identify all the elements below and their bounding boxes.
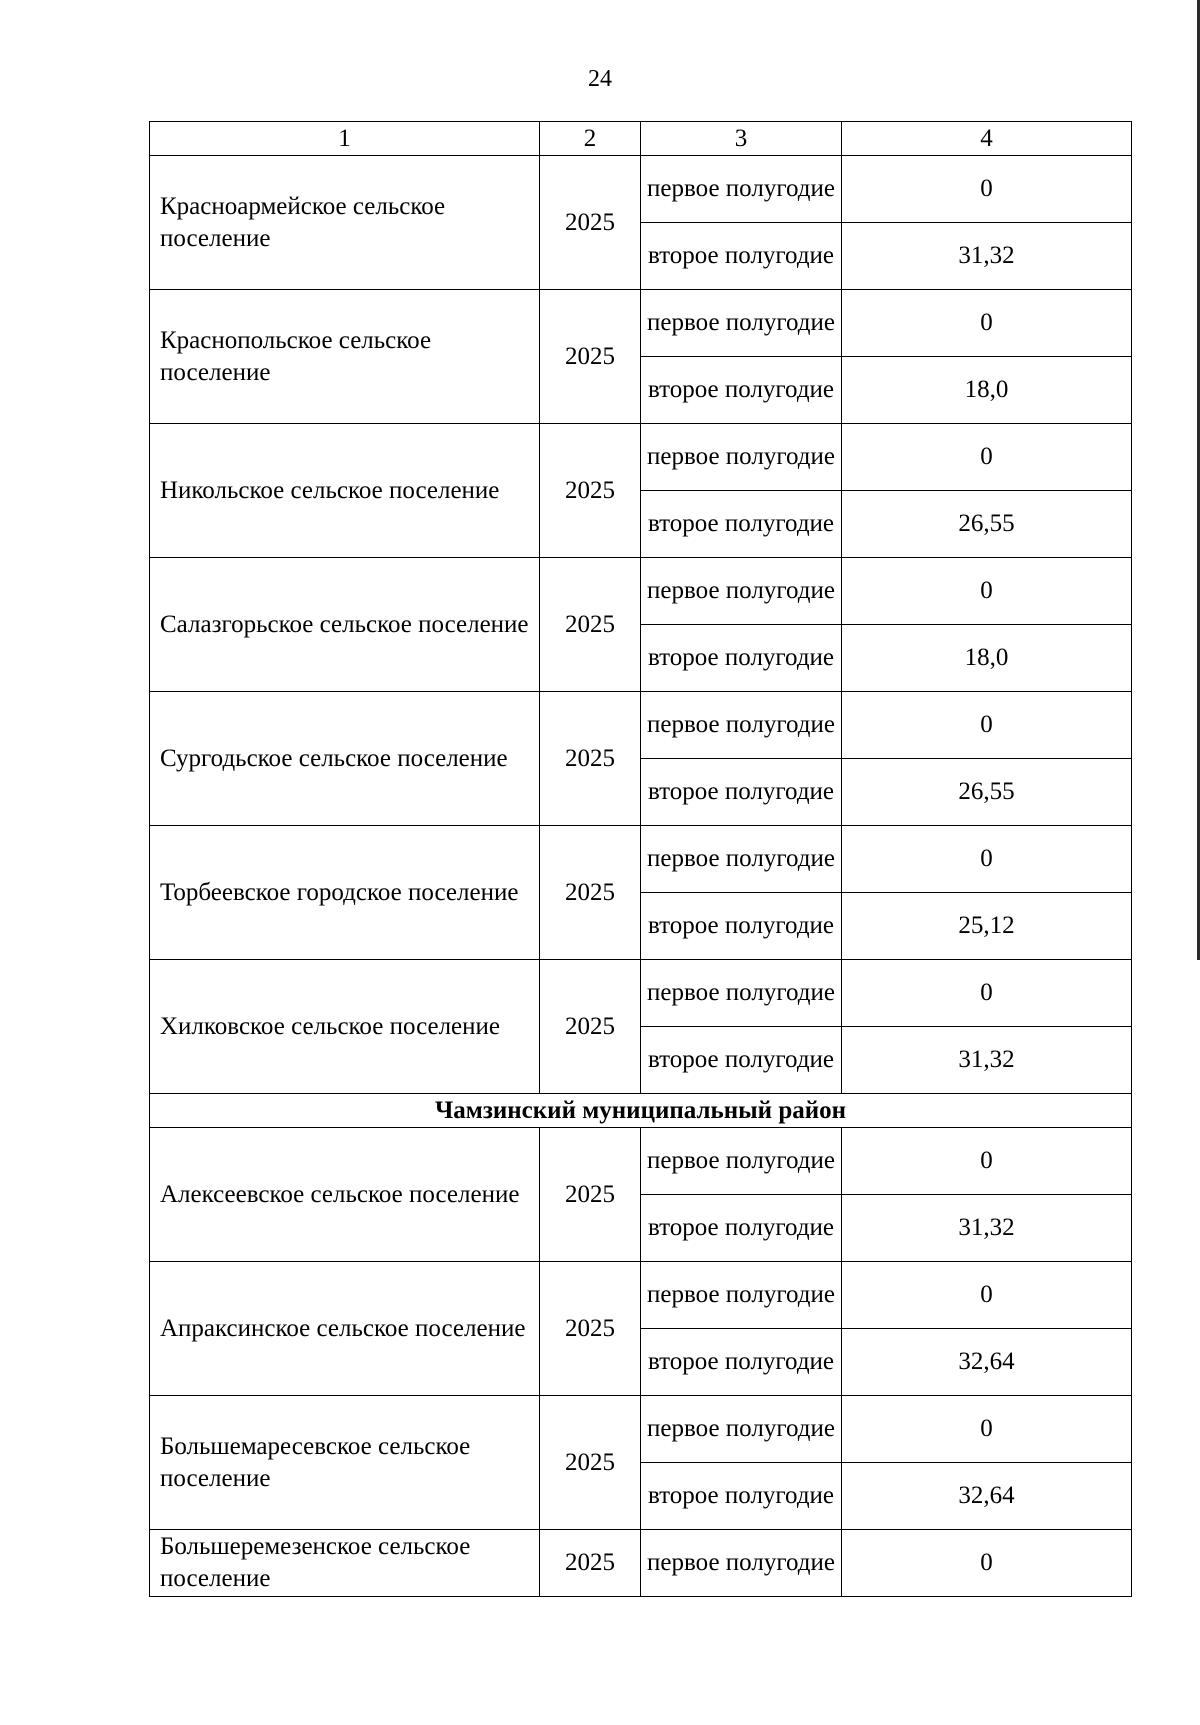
period-cell: второе полугодие — [641, 1463, 842, 1530]
value-cell: 32,64 — [842, 1463, 1132, 1530]
settlement-name-cell — [150, 1396, 540, 1530]
settlement-table-container — [149, 121, 1131, 1597]
table-row — [150, 156, 1132, 223]
settlement-name: Торбеевское городское поселение — [160, 878, 519, 906]
table-row — [150, 290, 1132, 357]
settlement-name-cell — [150, 692, 540, 826]
table-body — [150, 122, 1132, 1597]
column-number-4: 4 — [842, 122, 1132, 156]
settlement-name: Большемаресевское сельское поселение — [160, 1432, 471, 1492]
year-cell: 2025 — [540, 692, 641, 826]
year-cell: 2025 — [540, 1262, 641, 1396]
settlement-name: Краснопольское сельское поселение — [160, 326, 432, 386]
table-row — [150, 1128, 1132, 1195]
district-row — [150, 1094, 1132, 1128]
settlement-name-cell — [150, 424, 540, 558]
settlement-name: Большеремезенское сельское поселение — [160, 1533, 471, 1592]
value-cell: 0 — [842, 558, 1132, 625]
period-cell: первое полугодие — [641, 826, 842, 893]
value-cell: 0 — [842, 424, 1132, 491]
value-cell: 0 — [842, 1128, 1132, 1195]
period-cell: второе полугодие — [641, 357, 842, 424]
period-cell: первое полугодие — [641, 424, 842, 491]
period-cell: первое полугодие — [641, 156, 842, 223]
settlement-name-cell — [150, 156, 540, 290]
settlement-name-cell — [150, 826, 540, 960]
year-cell: 2025 — [540, 1396, 641, 1530]
table-row — [150, 826, 1132, 893]
period-cell: первое полугодие — [641, 558, 842, 625]
value-cell: 0 — [842, 156, 1132, 223]
value-cell: 18,0 — [842, 357, 1132, 424]
period-cell: второе полугодие — [641, 491, 842, 558]
district-title: Чамзинский муниципальный район — [150, 1094, 1132, 1128]
period-cell: первое полугодие — [641, 1128, 842, 1195]
settlement-name: Алексеевское сельское поселение — [160, 1180, 520, 1208]
settlement-name-cell — [150, 1262, 540, 1396]
period-cell: второе полугодие — [641, 1195, 842, 1262]
table-row — [150, 424, 1132, 491]
period-cell: первое полугодие — [641, 1396, 842, 1463]
value-cell: 0 — [842, 1262, 1132, 1329]
settlement-name-cell — [150, 558, 540, 692]
period-cell: второе полугодие — [641, 625, 842, 692]
settlement-name-cell — [150, 1128, 540, 1262]
year-cell: 2025 — [540, 290, 641, 424]
table-row — [150, 692, 1132, 759]
year-cell: 2025 — [540, 1128, 641, 1262]
value-cell: 25,12 — [842, 893, 1132, 960]
value-cell: 0 — [842, 826, 1132, 893]
table-row — [150, 960, 1132, 1027]
year-cell: 2025 — [540, 558, 641, 692]
column-number-2: 2 — [540, 122, 641, 156]
value-cell: 0 — [842, 1530, 1132, 1597]
period-cell: второе полугодие — [641, 893, 842, 960]
settlement-name: Хилковское сельское поселение — [160, 1012, 500, 1040]
settlement-name-cell — [150, 290, 540, 424]
value-cell: 32,64 — [842, 1329, 1132, 1396]
value-cell: 26,55 — [842, 491, 1132, 558]
period-cell: второе полугодие — [641, 1329, 842, 1396]
year-cell: 2025 — [540, 424, 641, 558]
value-cell: 0 — [842, 1396, 1132, 1463]
value-cell: 31,32 — [842, 223, 1132, 290]
value-cell: 0 — [842, 692, 1132, 759]
period-cell: первое полугодие — [641, 290, 842, 357]
period-cell: второе полугодие — [641, 759, 842, 826]
settlement-table — [149, 121, 1132, 1597]
page-number: 24 — [588, 66, 612, 92]
year-cell: 2025 — [540, 960, 641, 1094]
year-cell: 2025 — [540, 826, 641, 960]
settlement-name: Никольское сельское поселение — [160, 476, 500, 504]
table-row — [150, 1530, 1132, 1597]
value-cell: 0 — [842, 960, 1132, 1027]
column-number-3: 3 — [641, 122, 842, 156]
period-cell: первое полугодие — [641, 692, 842, 759]
settlement-name: Салазгорьское сельское поселение — [160, 610, 529, 638]
table-row — [150, 558, 1132, 625]
period-cell: второе полугодие — [641, 223, 842, 290]
period-cell: второе полугодие — [641, 1027, 842, 1094]
settlement-name: Сургодьское сельское поселение — [160, 744, 508, 772]
period-cell: первое полугодие — [641, 1262, 842, 1329]
settlement-name-cell — [150, 1530, 540, 1597]
value-cell: 31,32 — [842, 1195, 1132, 1262]
settlement-name-cell — [150, 960, 540, 1094]
year-cell: 2025 — [540, 1530, 641, 1597]
settlement-name: Апраксинское сельское поселение — [160, 1314, 526, 1342]
table-row — [150, 1262, 1132, 1329]
period-cell: первое полугодие — [641, 960, 842, 1027]
year-cell: 2025 — [540, 156, 641, 290]
settlement-name: Красноармейское сельское поселение — [160, 192, 446, 252]
column-number-1: 1 — [150, 122, 540, 156]
column-number-row — [150, 122, 1132, 156]
value-cell: 31,32 — [842, 1027, 1132, 1094]
table-row — [150, 1396, 1132, 1463]
value-cell: 26,55 — [842, 759, 1132, 826]
period-cell: первое полугодие — [641, 1530, 842, 1597]
value-cell: 0 — [842, 290, 1132, 357]
value-cell: 18,0 — [842, 625, 1132, 692]
